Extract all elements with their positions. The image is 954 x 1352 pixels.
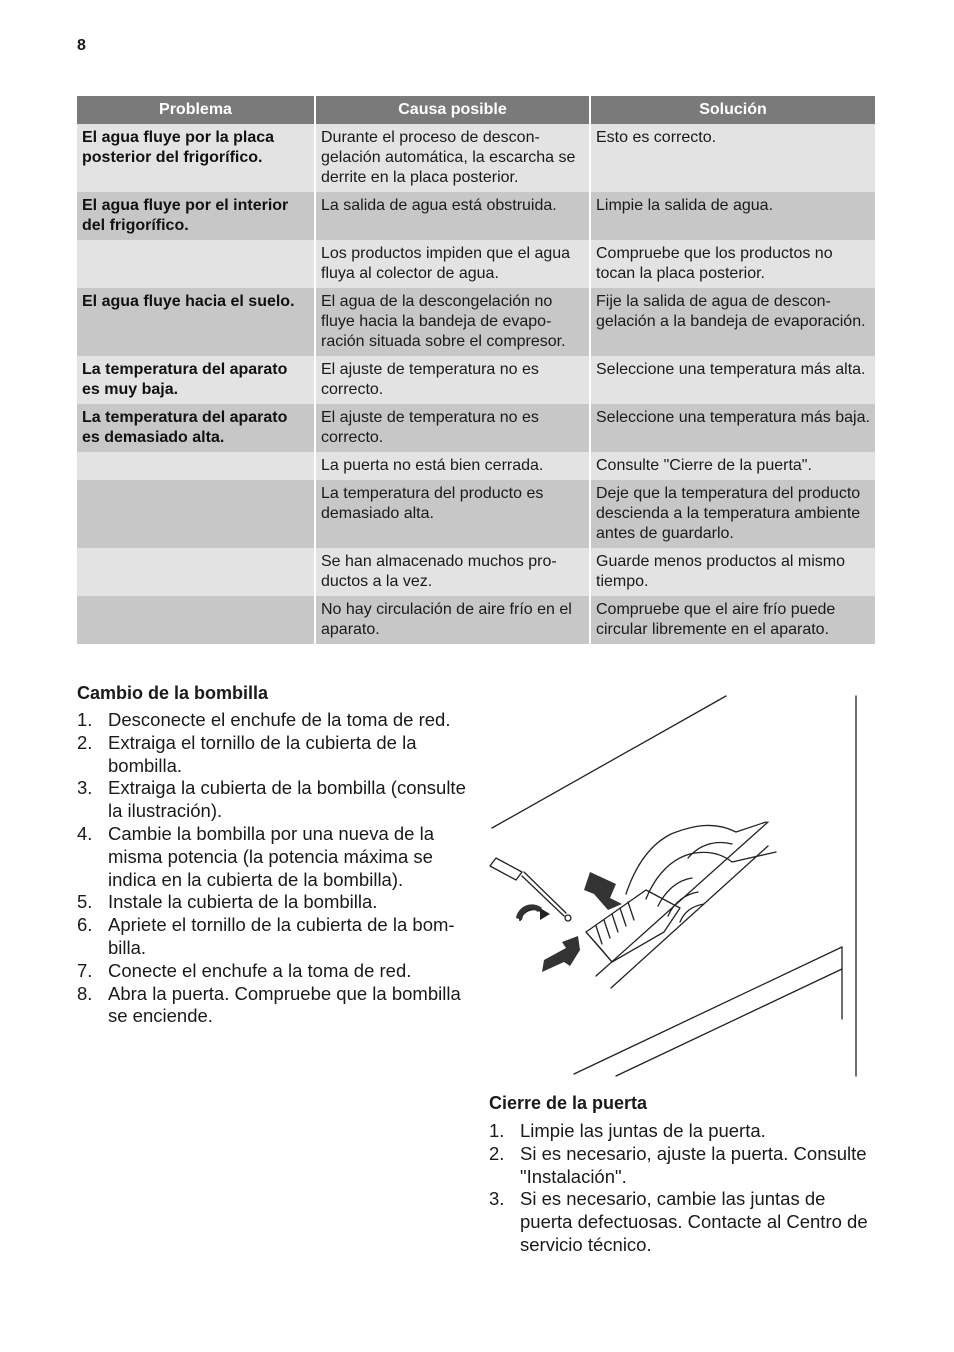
step-text: Si es necesario, ajuste la puerta. Consulte "Instalación". — [520, 1142, 867, 1187]
table-row — [77, 288, 875, 356]
cause-cell: El ajuste de temperatura no es correcto. — [315, 404, 590, 452]
cause-cell: No hay circulación de aire frío en el aparato. — [315, 596, 590, 644]
table-row — [77, 452, 875, 480]
step-number: 2. — [77, 731, 93, 753]
step-text: Abra la puerta. Compruebe que la bombilla se enciende. — [108, 982, 461, 1027]
step-text: Instale la cubierta de la bombilla. — [108, 891, 378, 913]
table-row — [77, 192, 875, 240]
list-item — [77, 891, 469, 914]
solution-cell: Seleccione una temperatura más alta. — [590, 356, 875, 404]
step-number: 3. — [77, 777, 93, 799]
cause-cell: Los productos impiden que el agua fluya al colector de agua. — [315, 240, 590, 288]
cause-cell: La puerta no está bien cerrada. — [315, 452, 590, 480]
step-number: 1. — [489, 1120, 505, 1141]
step-text: Desconecte el enchufe de la toma de red. — [108, 709, 451, 730]
step-text: Limpie las juntas de la puerta. — [520, 1120, 766, 1141]
list-item — [489, 1188, 879, 1256]
problem-cell — [77, 240, 315, 288]
door-steps-list — [489, 1120, 879, 1257]
solution-cell: Deje que la temperatura del producto descienda a la temperatura ambiente antes de guardarlo. — [590, 480, 875, 548]
step-number: 2. — [489, 1142, 505, 1164]
problem-cell: El agua fluye hacia el suelo. — [77, 288, 315, 356]
table-row — [77, 404, 875, 452]
bulb-section-title: Cambio de la bombilla — [77, 683, 269, 703]
column-header-solution: Solución — [590, 96, 875, 124]
bulb-steps-list — [77, 709, 469, 1028]
step-number: 4. — [77, 822, 93, 844]
step-text: Apriete el tornillo de la cubierta de la bombilla. — [108, 914, 455, 958]
problem-cell: La temperatura del aparato es demasiado alta. — [77, 404, 315, 452]
problem-cell — [77, 548, 315, 596]
step-number: 3. — [489, 1188, 505, 1210]
step-number: 6. — [77, 914, 93, 936]
door-section-title: Cierre de la puerta — [489, 1093, 648, 1113]
cause-cell: El ajuste de temperatura no es correcto. — [315, 356, 590, 404]
table-row — [77, 548, 875, 596]
problem-cell — [77, 480, 315, 548]
cause-cell: El agua de la descongelación no fluye hacia la bandeja de evaporación situada sobre el compresor. — [315, 288, 590, 356]
step-number: 8. — [77, 982, 93, 1004]
solution-cell: Consulte "Cierre de la puerta". — [590, 452, 875, 480]
list-item — [489, 1143, 879, 1189]
table-row — [77, 596, 875, 644]
step-text: Conecte el enchufe a la toma de red. — [108, 959, 412, 981]
list-item — [77, 983, 469, 1029]
table-row — [77, 240, 875, 288]
page-number: 8 — [77, 37, 86, 54]
list-item — [77, 709, 469, 732]
problem-cell — [77, 452, 315, 480]
step-number: 5. — [77, 891, 93, 913]
cause-cell: Se han almacenado muchos productos a la vez. — [315, 548, 590, 596]
problem-cell — [77, 596, 315, 644]
table-row — [77, 356, 875, 404]
bulb-cover-removal-illustration — [486, 694, 866, 1079]
solution-cell: Seleccione una temperatura más baja. — [590, 404, 875, 452]
step-text: Extraiga la cubierta de la bombilla (consulte la ilustración). — [108, 777, 466, 822]
solution-cell: Guarde menos productos al mismo tiempo. — [590, 548, 875, 596]
solution-cell: Fije la salida de agua de descongelación a la bandeja de evaporación. — [590, 288, 875, 356]
list-item — [77, 732, 469, 778]
table-header-row — [77, 96, 875, 124]
solution-cell: Limpie la salida de agua. — [590, 192, 875, 240]
column-header-cause: Causa posible — [315, 96, 590, 124]
step-text: Si es necesario, cambie las juntas de puerta defectuosas. Contacte al Centro de servicio técnico. — [520, 1188, 868, 1255]
table-row — [77, 124, 875, 192]
list-item — [77, 777, 469, 823]
step-text: Cambie la bombilla por una nueva de la misma potencia (la potencia máxima se indica en la cubierta de la bombilla). — [108, 822, 435, 890]
list-item — [77, 960, 469, 983]
solution-cell: Compruebe que el aire frío puede circular libremente en el aparato. — [590, 596, 875, 644]
troubleshooting-table — [77, 96, 875, 644]
problem-cell: El agua fluye por el interior del frigorífico. — [77, 192, 315, 240]
problem-cell: La temperatura del aparato es muy baja. — [77, 356, 315, 404]
step-text: Extraiga el tornillo de la cubierta de la bombilla. — [108, 731, 417, 776]
problem-cell: El agua fluye por la placa posterior del frigorífico. — [77, 124, 315, 192]
list-item — [489, 1120, 879, 1143]
cause-cell: La salida de agua está obstruida. — [315, 192, 590, 240]
cause-cell: Durante el proceso de descongelación automática, la escarcha se derrite en la placa posterior. — [315, 124, 590, 192]
cause-cell: La temperatura del producto es demasiado alta. — [315, 480, 590, 548]
column-header-problem: Problema — [77, 96, 315, 124]
table-row — [77, 480, 875, 548]
step-number: 1. — [77, 709, 93, 730]
list-item — [77, 914, 469, 960]
list-item — [77, 823, 469, 891]
solution-cell: Esto es correcto. — [590, 124, 875, 192]
step-number: 7. — [77, 959, 93, 981]
solution-cell: Compruebe que los productos no tocan la placa posterior. — [590, 240, 875, 288]
